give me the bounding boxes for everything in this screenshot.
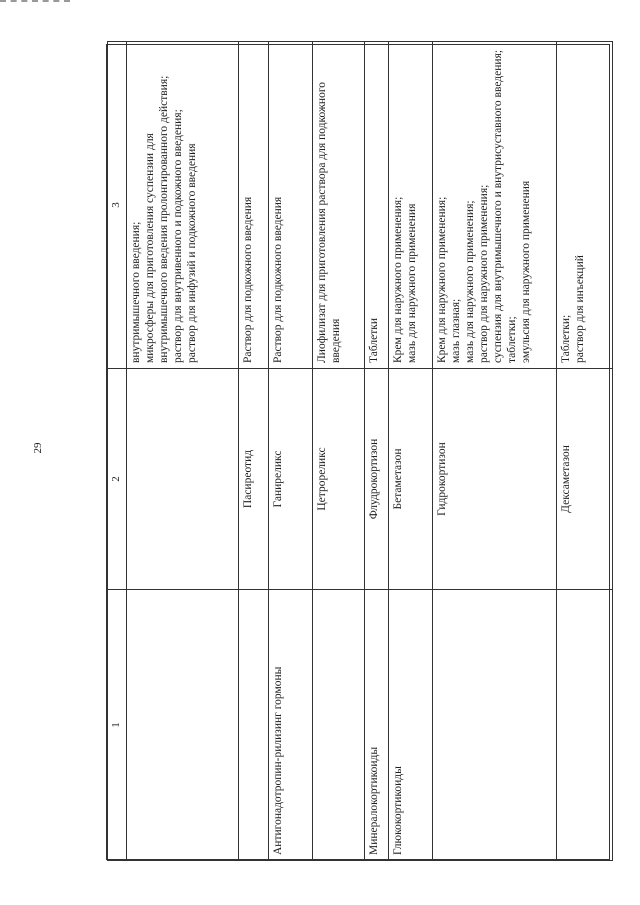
header-row [108, 42, 127, 861]
table-row [313, 42, 365, 861]
rotated-table-container [107, 45, 611, 861]
dosage-form-line: раствор для внутривенного и подкожного введения; [172, 109, 185, 363]
dosage-form-line: Лиофилизат для приготовления раствора для подкожного введения [316, 81, 343, 363]
dosage-forms-cell [313, 42, 365, 369]
top-edge-mark [0, 0, 70, 6]
drug-name-cell [127, 369, 239, 590]
dosage-forms-cell [269, 42, 313, 369]
page-number: 29 [32, 442, 44, 454]
header-col-2: 2 [108, 369, 127, 590]
dosage-form-line: Крем для наружного применения; [392, 196, 404, 363]
table-row [239, 42, 269, 861]
dosage-form-line: Таблетки [368, 317, 380, 363]
drug-name-cell: Ганиреликс [269, 369, 313, 590]
drug-group-cell: Антигонадотропин-рилизинг гормоны [269, 590, 313, 861]
drug-name-cell: Пасиреотид [239, 369, 269, 590]
drug-name-cell: Цетрореликс [313, 369, 365, 590]
dosage-forms-cell [365, 42, 389, 369]
drug-group-cell [127, 590, 239, 861]
dosage-form-line: Крем для наружного применения; [436, 196, 448, 363]
table-row [557, 42, 613, 861]
drug-name-cell: Флудрокортизон [365, 369, 389, 590]
dosage-form-line: микросферы для приготовления суспензии для внутримышечного введения пролонгированного действия; [144, 75, 171, 363]
drug-name-cell: Гидрокортизон [433, 369, 557, 590]
dosage-form-line: Раствор для подкожного введения [272, 196, 284, 363]
drug-table [107, 41, 613, 861]
drug-group-cell: Глюкокортикоиды [389, 590, 433, 861]
dosage-form-line: раствор для инфузий и подкожного введения [186, 143, 199, 363]
table-row [433, 42, 557, 861]
dosage-form-line: раствор для наружного применения; [478, 184, 491, 363]
drug-name-cell: Бетаметазон [389, 369, 433, 590]
drug-group-cell [557, 590, 613, 861]
dosage-form-line: мазь глазная; [450, 298, 463, 363]
dosage-form-line: мазь для наружного применения; [464, 200, 477, 363]
dosage-form-line: суспензия для внутримышечного и внутрисуставного введения; [492, 49, 505, 363]
dosage-form-line: внутримышечного введения; [130, 221, 142, 363]
header-col-1: 1 [108, 590, 127, 861]
document-table-frame [106, 44, 610, 860]
dosage-form-line: мазь для наружного применения [406, 203, 419, 363]
dosage-form-line: раствор для инъекций [574, 255, 587, 363]
dosage-form-line: таблетки; [506, 316, 519, 363]
dosage-form-line: Таблетки; [560, 314, 572, 363]
table-row [365, 42, 389, 861]
drug-name-cell: Дексаметазон [557, 369, 613, 590]
dosage-forms-cell [557, 42, 613, 369]
table-row [389, 42, 433, 861]
table-row [127, 42, 239, 861]
dosage-forms-cell [127, 42, 239, 369]
drug-group-cell [433, 590, 557, 861]
header-col-3: 3 [108, 42, 127, 369]
table-row [269, 42, 313, 861]
dosage-form-line: Раствор для подкожного введения [242, 196, 254, 363]
drug-group-cell [313, 590, 365, 861]
dosage-forms-cell [239, 42, 269, 369]
drug-group-cell [239, 590, 269, 861]
dosage-forms-cell [389, 42, 433, 369]
dosage-forms-cell [433, 42, 557, 369]
drug-group-cell: Минералокортикоиды [365, 590, 389, 861]
dosage-form-line: эмульсия для наружного применения [520, 180, 533, 363]
